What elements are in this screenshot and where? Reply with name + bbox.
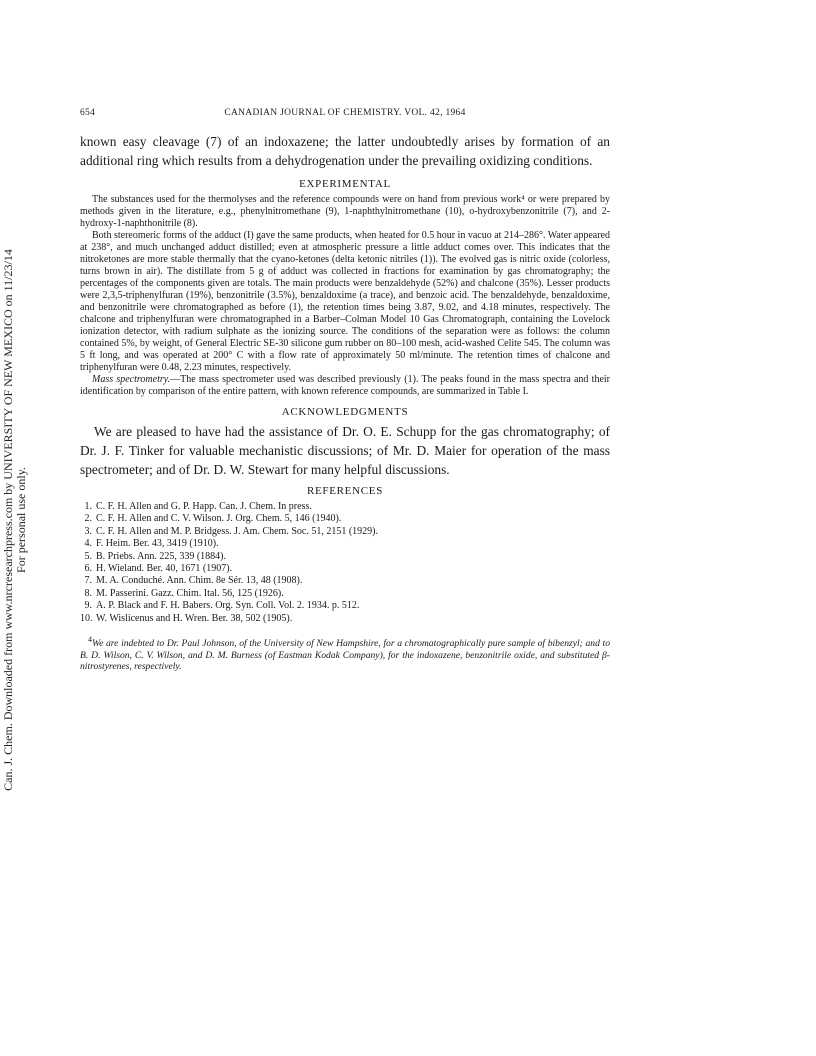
reference-item: 4. F. Heim. Ber. 43, 3419 (1910). [84,538,219,550]
download-stamp-line2: For personal use only. [14,467,28,573]
footnote [80,634,610,673]
page-number: 654 [80,108,96,118]
mass-spectrometry-subhead: Mass spectrometry. [92,374,171,385]
reference-item: 9. A. P. Black and F. H. Babers. Org. Syn. Coll. Vol. 2. 1934. p. 512. [84,600,360,612]
experimental-paragraph-3 [80,374,610,398]
acknowledgments-heading: ACKNOWLEDGMENTS [281,406,409,418]
reference-item: 7. M. A. Conduché. Ann. Chim. 8e Sér. 13, 48 (1908). [84,575,303,587]
page-body [80,108,610,682]
reference-item: 2. C. F. H. Allen and C. V. Wilson. J. Org. Chem. 5, 146 (1940). [84,513,342,525]
experimental-heading: EXPERIMENTAL [299,178,391,190]
reference-item: 6. H. Wieland. Ber. 40, 1671 (1907). [84,563,233,575]
download-stamp [2,210,28,830]
references-heading: REFERENCES [306,485,384,497]
journal-title: CANADIAN JOURNAL OF CHEMISTRY. VOL. 42, 1964 [224,108,466,118]
mass-spectrometry-text: —The mass spectrometer used was described previously (1). The peaks found in the mass spectra and their identification by comparison of the entire pattern, with known reference compounds, are summarized in Table I. [80,374,610,397]
footnote-mark: 4 [88,635,92,645]
reference-item: 10. W. Wislicenus and H. Wren. Ber. 38, 502 (1905). [80,612,293,624]
acknowledgments-text: We are pleased to have had the assistance of Dr. O. E. Schupp for the gas chromatography; of Dr. J. F. Tinker for valuable mechanistic discussions; of Mr. D. Maier for operation of the mass spectrometer; and of Dr. D. W. Stewart for many helpful discussions. [80,424,610,477]
reference-item: 3. C. F. H. Allen and M. P. Bridgess. J. Am. Chem. Soc. 51, 2151 (1929). [84,525,378,537]
lead-paragraph: known easy cleavage (7) of an indoxazene; the latter undoubtedly arises by formation of an additional ring which results from a dehydrogenation under the prevailing oxidizing conditions. [80,134,610,168]
reference-item: 5. B. Priebs. Ann. 225, 339 (1884). [84,550,226,562]
reference-item: 8. M. Passerini. Gazz. Chim. Ital. 56, 125 (1926). [84,587,284,599]
running-head [80,108,610,124]
experimental-paragraph-2: Both stereomeric forms of the adduct (I) gave the same products, when heated for 0.5 hour in vacuo at 214–286°. Water appeared at 238°, and much unchanged adduct distilled; even at atmospheric pressure a little adduct comes over. This indicates that the nitroketones are more stable thermally that the cyano-ketones (delta ketonic nitriles (1)). The evolved gas is nitric oxide (colorless, turns brown in air). The distillate from 5 g of adduct was collected in fractions for examination by gas chromatography; the percentages of the components given are totals. The main products were benzaldehyde (52%) and chalcone (35%). Lesser products were 2,3,5-triphenylfuran (19%), benzonitrile (3.5%), benzaldoxime (a trace), and benzoic acid. The benzaldehyde, benzaldoxime, and benzonitrile were chromatographed as before (1), the retention times being 3.87, 9.02, and 4.18 minutes, respectively. The chalcone and triphenylfuran were chromatographed in a Barber–Colman Model 10 Gas Chromatograph, containing the Lovelock ionization detector, with radium sulphate as the ionizing source. The conditions of the separation were as follows: the column contained 5%, by weight, of General Electric SE-30 silicone gum rubber on 80–100 mesh, acid-washed Celite 545. The column was 5 ft long, and was operated at 200° C with a flow rate of approximately 50 ml/minute. The retention times of chalcone and triphenylfuran were 0.48, 2.23 minutes, respectively. [80,230,610,373]
footnote-text: We are indebted to Dr. Paul Johnson, of the University of New Hampshire, for a chromatographically pure sample of bibenzyl; and to B. D. Wilson, C. V. Wilson, and D. M. Burness (of Eastman Kodak Company), for the indoxazene, benzonitrile oxide, and substituted β-nitrostyrenes, respectively. [80,638,610,673]
experimental-paragraph-1: The substances used for the thermolyses and the reference compounds were on hand from previous work⁴ or were prepared by methods given in the literature, e.g., phenylnitromethane (9), 1-naphthylnitromethane (10), o-hydroxybenzonitrile (7), and 2-hydroxy-1-naphthonitrile (8). [80,194,610,229]
reference-item: 1. C. F. H. Allen and G. P. Happ. Can. J. Chem. In press. [84,501,312,512]
reference-list [80,501,610,625]
download-stamp-line1: Can. J. Chem. Downloaded from www.nrcresearchpress.com by UNIVERSITY OF NEW MEXICO on 11/23/14 [1,249,15,791]
